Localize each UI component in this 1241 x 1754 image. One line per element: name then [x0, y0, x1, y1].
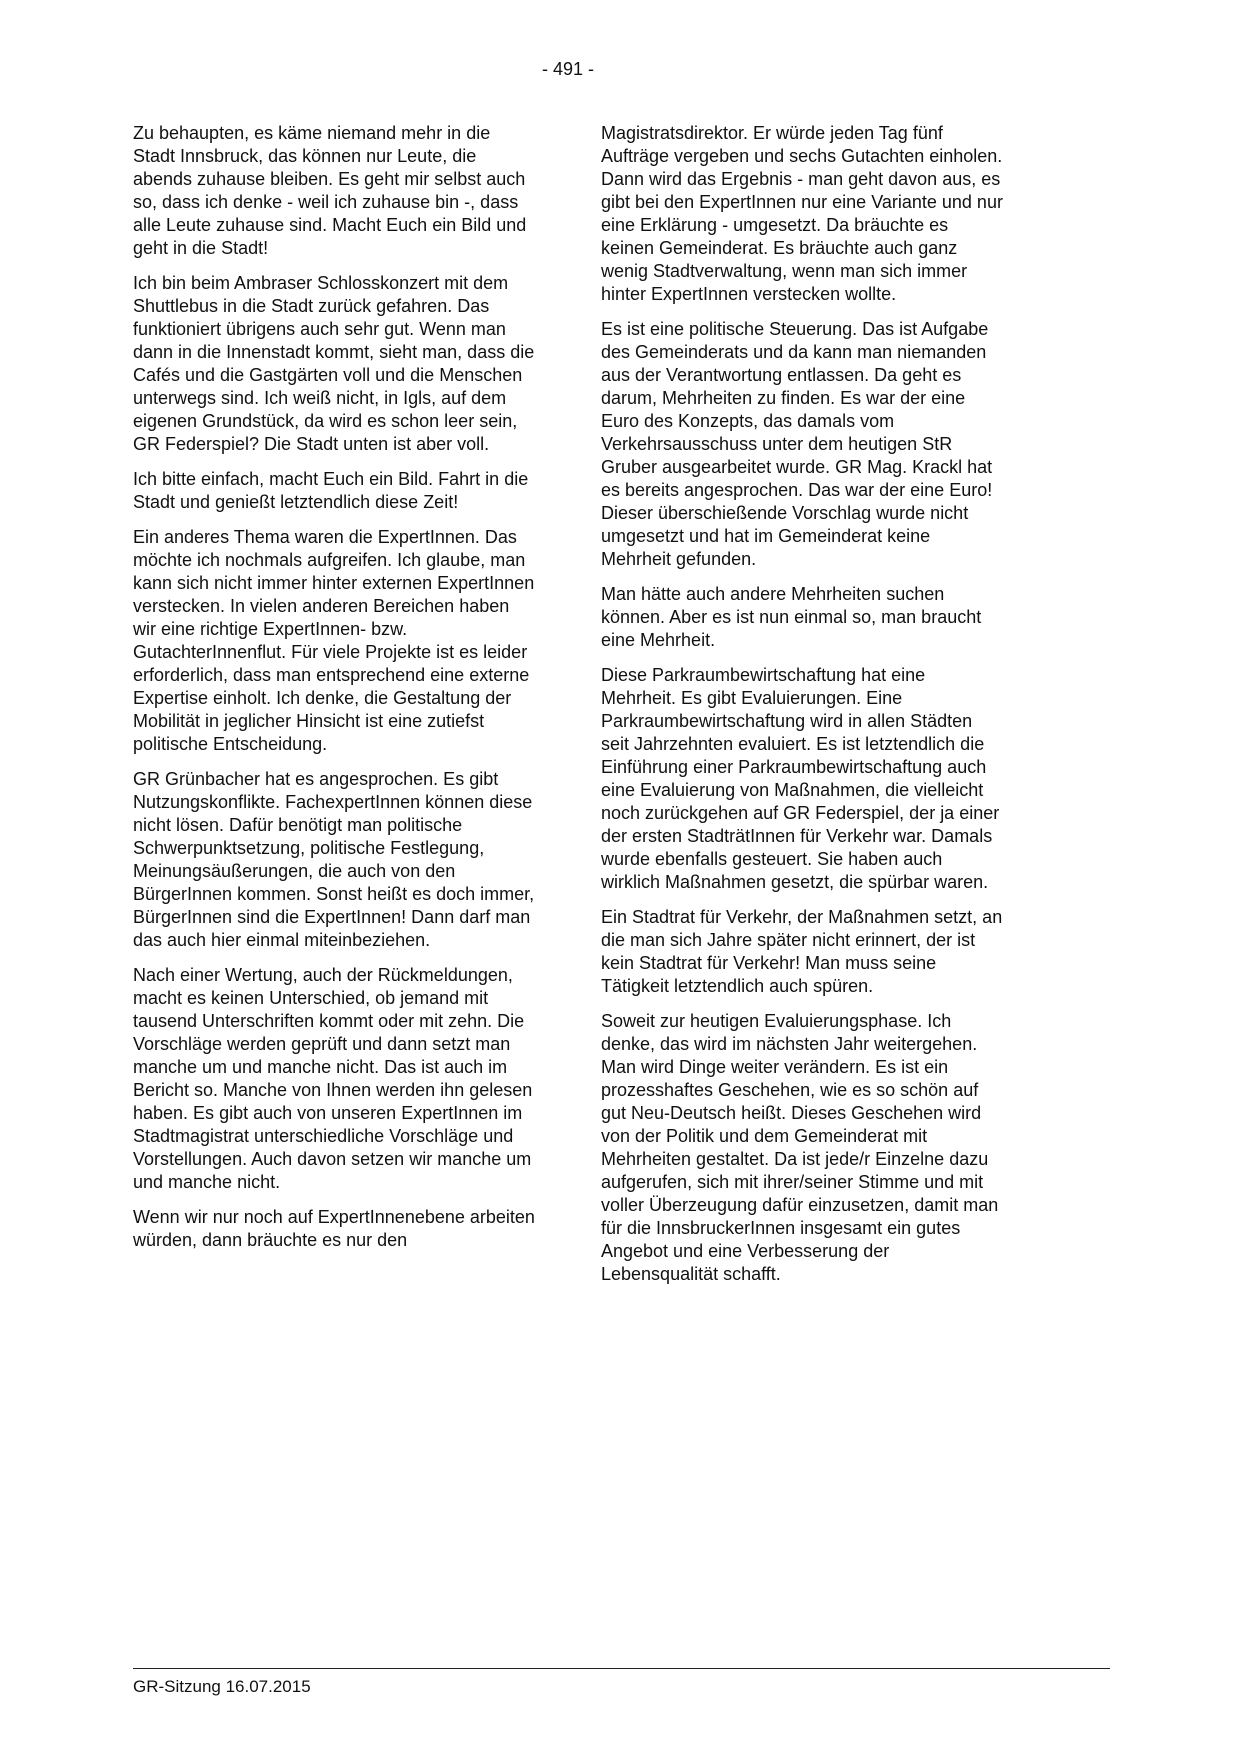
page-number: - 491 - [541, 59, 595, 79]
page-footer [133, 1668, 1110, 1698]
paragraph: Ich bin beim Ambraser Schlosskonzert mit dem Shuttlebus in die Stadt zurück gefahren. Das funktioniert übrigens auch sehr gut. Wenn man dann in die Innenstadt kommt, sieht man, dass die Cafés und die Gastgärten voll und die Menschen unterwegs sind. Ich weiß nicht, in Igls, auf dem eigenen Grundstück, da wird es schon leer sein, GR Federspiel? Die Stadt unten ist aber voll. [133, 273, 535, 454]
footer-text: GR-Sitzung 16.07.2015 [133, 1677, 311, 1696]
paragraph: Magistratsdirektor. Er würde jeden Tag fünf Aufträge vergeben und sechs Gutachten einholen. Dann wird das Ergebnis - man geht davon aus, es gibt bei den ExpertInnen nur eine Variante und nur eine Erklärung - umgesetzt. Da bräuchte es keinen Gemeinderat. Es bräuchte auch ganz wenig Stadtverwaltung, wenn man sich immer hinter ExpertInnen verstecken wollte. [601, 123, 1003, 304]
paragraph: Wenn wir nur noch auf ExpertInnenebene arbeiten würden, dann bräuchte es nur den [133, 1207, 535, 1250]
paragraph: Soweit zur heutigen Evaluierungsphase. Ich denke, das wird im nächsten Jahr weitergehen. Man wird Dinge weiter verändern. Es ist ein prozesshaftes Geschehen, wie es so schön auf gut Neu-Deutsch heißt. Dieses Geschehen wird von der Politik und dem Gemeinderat mit Mehrheiten gestaltet. Da ist jede/r Einzelne dazu aufgerufen, sich mit ihrer/seiner Stimme und mit voller Überzeugung dafür einzusetzen, damit man für die InnsbruckerInnen insgesamt ein gutes Angebot und eine Verbesserung der Lebensqualität schafft. [601, 1011, 999, 1284]
text-column-right [601, 122, 1003, 1298]
paragraph: Ein anderes Thema waren die ExpertInnen. Das möchte ich nochmals aufgreifen. Ich glaube, man kann sich nicht immer hinter externen ExpertInnen verstecken. In vielen anderen Bereichen haben wir eine richtige ExpertInnen- bzw. GutachterInnenflut. Für viele Projekte ist es leider erforderlich, dass man entsprechend eine externe Expertise einholt. Ich denke, die Gestaltung der Mobilität in jeglicher Hinsicht ist eine zutiefst politische Entscheidung. [133, 527, 535, 754]
paragraph: GR Grünbacher hat es angesprochen. Es gibt Nutzungskonflikte. FachexpertInnen können diese nicht lösen. Dafür benötigt man politische Schwerpunktsetzung, politische Festlegung, Meinungsäußerungen, die auch von den BürgerInnen kommen. Sonst heißt es doch immer, BürgerInnen sind die ExpertInnen! Dann darf man das auch hier einmal miteinbeziehen. [133, 769, 535, 950]
footer-divider [133, 1668, 1110, 1669]
paragraph: Nach einer Wertung, auch der Rückmeldungen, macht es keinen Unterschied, ob jemand mit tausend Unterschriften kommt oder mit zehn. Die Vorschläge werden geprüft und dann setzt man manche um und manche nicht. Das ist auch im Bericht so. Manche von Ihnen werden ihn gelesen haben. Es gibt auch von unseren ExpertInnen im Stadtmagistrat unterschiedliche Vorschläge und Vorstellungen. Auch davon setzen wir manche um und manche nicht. [133, 965, 533, 1192]
paragraph: Es ist eine politische Steuerung. Das ist Aufgabe des Gemeinderats und da kann man niemanden aus der Verantwortung entlassen. Da geht es darum, Mehrheiten zu finden. Es war der eine Euro des Konzepts, das damals vom Verkehrsausschuss unter dem heutigen StR Gruber ausgearbeitet wurde. GR Mag. Krackl hat es bereits angesprochen. Das war der eine Euro! Dieser überschießende Vorschlag wurde nicht umgesetzt und hat im Gemeinderat keine Mehrheit gefunden. [601, 319, 993, 569]
paragraph: Diese Parkraumbewirtschaftung hat eine Mehrheit. Es gibt Evaluierungen. Eine Parkraumbewirtschaftung wird in allen Städten seit Jahrzehnten evaluiert. Es ist letztendlich die Einführung einer Parkraumbewirtschaftung auch eine Evaluierung von Maßnahmen, die vielleicht noch zurückgehen auf GR Federspiel, der ja einer der ersten StadträtInnen für Verkehr war. Damals wurde ebenfalls gesteuert. Sie haben auch wirklich Maßnahmen gesetzt, die spürbar waren. [601, 665, 1000, 892]
text-column-left [133, 122, 535, 1298]
paragraph: Ich bitte einfach, macht Euch ein Bild. Fahrt in die Stadt und genießt letztendlich diese Zeit! [133, 469, 529, 512]
paragraph: Zu behaupten, es käme niemand mehr in die Stadt Innsbruck, das können nur Leute, die abends zuhause bleiben. Es geht mir selbst auch so, dass ich denke - weil ich zuhause bin -, dass alle Leute zuhause sind. Macht Euch ein Bild und geht in die Stadt! [133, 123, 527, 258]
paragraph: Man hätte auch andere Mehrheiten suchen können. Aber es ist nun einmal so, man braucht eine Mehrheit. [601, 584, 982, 650]
paragraph: Ein Stadtrat für Verkehr, der Maßnahmen setzt, an die man sich Jahre später nicht erinnert, der ist kein Stadtrat für Verkehr! Man muss seine Tätigkeit letztendlich auch spüren. [601, 907, 1003, 996]
page-body [133, 122, 1003, 1298]
